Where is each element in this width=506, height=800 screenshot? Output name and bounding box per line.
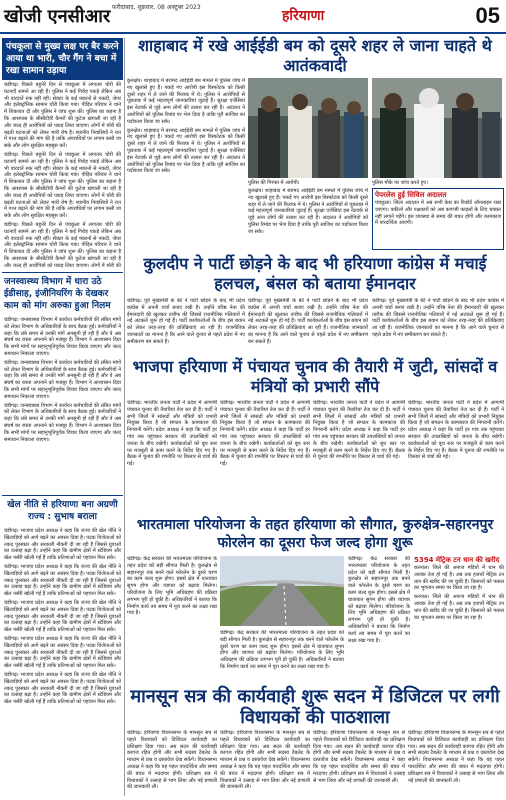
story5-text-4: चंडीगढ़। हरियाणा विधानसभा के मानसून सत्र से पहले विधायकों को डिजिटल कार्यवाही का प्रशिक्षण दिया गया। अब सदन की कार्यवाही कागज रहित होगी और सभी सदस्य टैबलेट के माध्यम से प्रश्न व दस्तावेज देख सकेंगे। विधानसभा अध्यक्ष ने कहा कि यह पहल पारदर्शिता और समय की बचत में मददगार होगी। प्रशिक्षण सत्र में विधायकों ने उत्साह से भाग लिया और नई प्रणाली की जानकारी ली।: [408, 730, 504, 784]
left-article-2-text: चंडीगढ़। जनस्वास्थ्य विभाग में कार्यरत कर्मचारियों की लंबित मांगों को लेकर विभाग के अधिकारियों के साथ बैठक हुई। कर्मचारियों ने कहा कि लंबे समय से उनकी मांगें अनसुनी हो रही हैं और वे अब संघर्ष का रास्ता अपनाने को मजबूर हैं। विभाग ने आश्वासन दिया कि सभी मांगों पर सहानुभूतिपूर्वक विचार किया जाएगा और जल्द समाधान निकाला जाएगा।: [4, 317, 121, 357]
left-article-3-text-cont4: चंडीगढ़। भाजपा प्रदेश अध्यक्ष ने कहा कि राज्य की खेल नीति ने खिलाड़ियों को आगे बढ़ने का अवसर दिया है। पदक विजेताओं को नकद पुरस्कार और सरकारी नौकरी दी जा रही है जिससे युवाओं का उत्साह बढ़ा है। उन्होंने कहा कि ग्रामीण क्षेत्रों में स्टेडियम और खेल नर्सरी खोली गई हैं ताकि प्रतिभाओं को पहचान मिल सके।: [4, 671, 122, 706]
story1-text-2: कुरुक्षेत्र। शाहाबाद में बरामद आईईडी बम मामले में पुलिस जांच में नए खुलासे हुए हैं। पकड़े गए आरोपी इस विस्फोटक को किसी दूसरे शहर में ले जाने की फिराक में थे। पुलिस ने आरोपियों से पूछताछ में कई महत्वपूर्ण जानकारियां जुटाई हैं। सुरक्षा एजेंसियां इस नेटवर्क से जुड़े अन्य लोगों की तलाश कर रही हैं। अदालत ने आरोपियों को पुलिस रिमांड पर भेज दिया है ताकि पूरी साजिश का पर्दाफाश किया जा सके।: [248, 188, 368, 235]
right-box: [372, 188, 504, 250]
story5-body-col1: [127, 730, 217, 796]
story4-body-col2: [220, 630, 344, 682]
story4-side-text-cont: करनाल। जिले की अनाज मंडियों में धान की आवक तेज हो गई है। अब तक हजारों मेट्रिक टन धान की खरीद की जा चुकी है। किसानों को फसल का भुगतान समय पर किया जा रहा है।: [414, 594, 504, 621]
left-article-2-text-cont2: चंडीगढ़। जनस्वास्थ्य विभाग में कार्यरत कर्मचारियों की लंबित मांगों को लेकर विभाग के अधिकारियों के साथ बैठक हुई। कर्मचारियों ने कहा कि लंबे समय से उनकी मांगें अनसुनी हो रही हैं और वे अब संघर्ष का रास्ता अपनाने को मजबूर हैं। विभाग ने आश्वासन दिया कि सभी मांगों पर सहानुभूतिपूर्वक विचार किया जाएगा और जल्द समाधान निकाला जाएगा।: [4, 402, 121, 443]
story2-headline: कुलदीप ने पार्टी छोड़ने के बाद भी हरियाणा कांग्रेस में मचाई हलचल, बंसल को बताया ईमानदार: [143, 254, 487, 293]
story5-headline: मानसून सत्र की कार्यवाही शुरू सदन में डिजिटल पर लगी विधायकों की पाठशाला: [130, 686, 500, 728]
section-title: हरियाणा: [282, 8, 325, 24]
right-headline: पेपरलेस हुई सिविल अदालत: [375, 191, 447, 199]
story3-body-col1: [127, 400, 217, 512]
story2-body-col1: [127, 298, 245, 354]
story3-text-1: चंडीगढ़। भारतीय जनता पार्टी ने प्रदेश में आगामी पंचायत चुनाव की तैयारियां तेज कर दी हैं। पार्टी ने सभी जिलों में सांसदों और मंत्रियों को प्रभारी नियुक्त किया है जो संगठन के कामकाज की निगरानी करेंगे। प्रदेश अध्यक्ष ने कहा कि पार्टी हर गांव तक पहुंचकर सरकार की उपलब्धियों को जनता के बीच रखेगी। कार्यकर्ताओं को बूथ स्तर पर मजबूती से काम करने के निर्देश दिए गए हैं। बैठक में चुनाव की रणनीति पर विस्तार से चर्चा की गई।: [127, 400, 217, 468]
column-rule: [124, 38, 125, 796]
left-article-text-cont: चंडीगढ़। पिछले बहुतेरे दिन से पंचकूला में लगातार चोरी की घटनाएँ सामने आ रही हैं। पुलिस ने कई गिरोह पकड़े लेकिन अब भी वारदातें रुक नहीं रहीं। सेक्टर के कई मकानों से नकदी, जेवर और इलेक्ट्रॉनिक सामान चोरी किया गया। पीड़ित परिवार ने थाने में शिकायत दी और पुलिस ने जांच शुरू की। पुलिस का कहना है कि आसपास के सीसीटीवी कैमरों की फुटेज खंगाली जा रही है और जल्द ही आरोपियों को पकड़ लिया जाएगा। लोगों में चोरी की बढ़ती घटनाओं को लेकर भारी रोष है। स्थानीय निवासियों ने रात में गश्त बढ़ाने की मांग की है ताकि अपराधियों पर लगाम कसी जा सके और लोग सुरक्षित महसूस करें।: [4, 151, 121, 220]
story5-body-col3: [313, 730, 405, 796]
story5-text-3: चंडीगढ़। हरियाणा विधानसभा के मानसून सत्र से पहले विधायकों को डिजिटल कार्यवाही का प्रशिक्षण दिया गया। अब सदन की कार्यवाही कागज रहित होगी और सभी सदस्य टैबलेट के माध्यम से प्रश्न व दस्तावेज देख सकेंगे। विधानसभा अध्यक्ष ने कहा कि यह पहल पारदर्शिता और समय की बचत में मददगार होगी। प्रशिक्षण सत्र में विधायकों ने उत्साह से भाग लिया और नई प्रणाली की जानकारी ली।: [313, 730, 405, 784]
issue-date: फ़रीदाबाद, शुक्रवार, 08 अक्टूबर 2023: [112, 4, 201, 11]
left-article-3: [2, 526, 123, 800]
story4-body-col1: [127, 556, 217, 682]
left-article: [2, 80, 123, 268]
story1-caption-1: पुलिस की गिरफ्त में आरोपी।: [248, 180, 300, 186]
story5-text-1: चंडीगढ़। हरियाणा विधानसभा के मानसून सत्र से पहले विधायकों को डिजिटल कार्यवाही का प्रशिक्षण दिया गया। अब सदन की कार्यवाही कागज रहित होगी और सभी सदस्य टैबलेट के माध्यम से प्रश्न व दस्तावेज देख सकेंगे। विधानसभा अध्यक्ष ने कहा कि यह पहल पारदर्शिता और समय की बचत में मददगार होगी। प्रशिक्षण सत्र में विधायकों ने उत्साह से भाग लिया और नई प्रणाली की जानकारी ली।: [127, 730, 217, 791]
left-article-2: [2, 315, 123, 491]
story1-body: [127, 78, 245, 248]
story1-text: कुरुक्षेत्र। शाहाबाद में बरामद आईईडी बम मामले में पुलिस जांच में नए खुलासे हुए हैं। पकड़े गए आरोपी इस विस्फोटक को किसी दूसरे शहर में ले जाने की फिराक में थे। पुलिस ने आरोपियों से पूछताछ में कई महत्वपूर्ण जानकारियां जुटाई हैं। सुरक्षा एजेंसियां इस नेटवर्क से जुड़े अन्य लोगों की तलाश कर रही हैं। अदालत ने आरोपियों को पुलिस रिमांड पर भेज दिया है ताकि पूरी साजिश का पर्दाफाश किया जा सके।: [127, 78, 245, 125]
left-article-3-text-cont2: चंडीगढ़। भाजपा प्रदेश अध्यक्ष ने कहा कि राज्य की खेल नीति ने खिलाड़ियों को आगे बढ़ने का अवसर दिया है। पदक विजेताओं को नकद पुरस्कार और सरकारी नौकरी दी जा रही है जिससे युवाओं का उत्साह बढ़ा है। उन्होंने कहा कि ग्रामीण क्षेत्रों में स्टेडियम और खेल नर्सरी खोली गई हैं ताकि प्रतिभाओं को पहचान मिल सके।: [4, 599, 122, 634]
story4-side: [414, 556, 504, 682]
story4-body-col3: [348, 556, 410, 682]
left-headline-2: जनस्वास्थ्य विभाग में धारा उठे ईडीसाह, इंजीनियरिंग के देखकर काम को मांग अरुका हुआ निलम: [2, 272, 123, 315]
story3-body-col4: [408, 400, 504, 512]
left-article-text: चंडीगढ़। पिछले बहुतेरे दिन से पंचकूला में लगातार चोरी की घटनाएँ सामने आ रही हैं। पुलिस ने कई गिरोह पकड़े लेकिन अब भी वारदातें रुक नहीं रहीं। सेक्टर के कई मकानों से नकदी, जेवर और इलेक्ट्रॉनिक सामान चोरी किया गया। पीड़ित परिवार ने थाने में शिकायत दी और पुलिस ने जांच शुरू की। पुलिस का कहना है कि आसपास के सीसीटीवी कैमरों की फुटेज खंगाली जा रही है और जल्द ही आरोपियों को पकड़ लिया जाएगा। लोगों में चोरी की बढ़ती घटनाओं को लेकर भारी रोष है। स्थानीय निवासियों ने रात में गश्त बढ़ाने की मांग की है ताकि अपराधियों पर लगाम कसी जा सके और लोग सुरक्षित महसूस करें।: [4, 82, 121, 150]
masthead: [0, 0, 506, 34]
story1-caption-2: पुलिस मौके पर जांच करते हुए।: [372, 180, 429, 186]
left-article-2-text-cont: चंडीगढ़। जनस्वास्थ्य विभाग में कार्यरत कर्मचारियों की लंबित मांगों को लेकर विभाग के अधिकारियों के साथ बैठक हुई। कर्मचारियों ने कहा कि लंबे समय से उनकी मांगें अनसुनी हो रही हैं और वे अब संघर्ष का रास्ता अपनाने को मजबूर हैं। विभाग ने आश्वासन दिया कि सभी मांगों पर सहानुभूतिपूर्वक विचार किया जाएगा और जल्द समाधान निकाला जाएगा।: [4, 359, 121, 400]
left-article-3-text: चंडीगढ़। भाजपा प्रदेश अध्यक्ष ने कहा कि राज्य की खेल नीति ने खिलाड़ियों को आगे बढ़ने का अवसर दिया है। पदक विजेताओं को नकद पुरस्कार और सरकारी नौकरी दी जा रही है जिससे युवाओं का उत्साह बढ़ा है। उन्होंने कहा कि ग्रामीण क्षेत्रों में स्टेडियम और खेल नर्सरी खोली गई हैं ताकि प्रतिभाओं को पहचान मिल सके।: [4, 528, 122, 562]
story3-headline: भाजपा हरियाणा में पंचायत चुनाव की तैयारी में जुटी, सांसदों व मंत्रियों को प्रभारी सौंपे: [132, 357, 498, 396]
story4-text-2: चंडीगढ़। केंद्र सरकार की भारतमाला परियोजना के तहत प्रदेश को बड़ी सौगात मिली है। कुरुक्षेत्र से सहारनपुर तक बनने वाले फोरलेन के दूसरे चरण का काम जल्द शुरू होगा। इससे क्षेत्र में यातायात सुगम होगा और व्यापार को बढ़ावा मिलेगा। परियोजना के लिए भूमि अधिग्रहण की प्रक्रिया लगभग पूरी हो चुकी है। अधिकारियों ने बताया कि निर्माण कार्य तय समय में पूरा करने का लक्ष्य रखा गया है।: [220, 630, 344, 670]
story2-text-3: चंडीगढ़। पूर्व मुख्यमंत्री के बेटे ने पार्टी छोड़ने के बाद भी प्रदेश कांग्रेस में अपनी चर्चा बनाए रखी है। उन्होंने वरिष्ठ नेता की ईमानदारी की खुलकर तारीफ की जिससे राजनीतिक गलियारों में नई अटकलें शुरू हो गई हैं। पार्टी कार्यकर्ताओं के बीच इस बयान को लेकर तरह-तरह की प्रतिक्रियाएं आ रही हैं। राजनीतिक जानकारों का मानना है कि आने वाले चुनाव से पहले प्रदेश में नए समीकरण बन सकते हैं।: [372, 298, 504, 338]
story1-headline: शाहाबाद में रखे आईईडी बम को दूसरे शहर ले जाना चाहते थे आतंकवादी: [138, 36, 492, 75]
right-text: पंचकूला। जिला अदालत में अब सभी केस का रिकॉर्ड ऑनलाइन रखा जाएगा। वकीलों और पक्षकारों को अब कागजी फाइलों के लिए चक्कर नहीं लगाने पड़ेंगे। इस व्यवस्था से समय की बचत होगी और कामकाज में पारदर्शिता आएगी।: [375, 200, 501, 227]
left-article-3-text-cont: चंडीगढ़। भाजपा प्रदेश अध्यक्ष ने कहा कि राज्य की खेल नीति ने खिलाड़ियों को आगे बढ़ने का अवसर दिया है। पदक विजेताओं को नकद पुरस्कार और सरकारी नौकरी दी जा रही है जिससे युवाओं का उत्साह बढ़ा है। उन्होंने कहा कि ग्रामीण क्षेत्रों में स्टेडियम और खेल नर्सरी खोली गई हैं ताकि प्रतिभाओं को पहचान मिल सके।: [4, 563, 122, 598]
left-column: [2, 38, 123, 796]
left-headline-3: खेल नीति से हरियाणा बना अग्रणी राज्य : सुभाष बराला: [2, 495, 123, 526]
story5-body-col2: [220, 730, 310, 796]
story4-side-text: करनाल। जिले की अनाज मंडियों में धान की आवक तेज हो गई है। अब तक हजारों मेट्रिक टन धान की खरीद की जा चुकी है। किसानों को फसल का भुगतान समय पर किया जा रहा है।: [414, 565, 504, 592]
story3-text-2: चंडीगढ़। भारतीय जनता पार्टी ने प्रदेश में आगामी पंचायत चुनाव की तैयारियां तेज कर दी हैं। पार्टी ने सभी जिलों में सांसदों और मंत्रियों को प्रभारी नियुक्त किया है जो संगठन के कामकाज की निगरानी करेंगे। प्रदेश अध्यक्ष ने कहा कि पार्टी हर गांव तक पहुंचकर सरकार की उपलब्धियों को जनता के बीच रखेगी। कार्यकर्ताओं को बूथ स्तर पर मजबूती से काम करने के निर्देश दिए गए हैं। बैठक में चुनाव की रणनीति पर विस्तार से चर्चा की गई।: [220, 400, 310, 468]
newspaper-logo: खोजी एनसीआर: [4, 6, 111, 27]
left-article-3-text-cont3: चंडीगढ़। भाजपा प्रदेश अध्यक्ष ने कहा कि राज्य की खेल नीति ने खिलाड़ियों को आगे बढ़ने का अवसर दिया है। पदक विजेताओं को नकद पुरस्कार और सरकारी नौकरी दी जा रही है जिससे युवाओं का उत्साह बढ़ा है। उन्होंने कहा कि ग्रामीण क्षेत्रों में स्टेडियम और खेल नर्सरी खोली गई हैं ताकि प्रतिभाओं को पहचान मिल सके।: [4, 635, 122, 670]
story2-text-1: चंडीगढ़। पूर्व मुख्यमंत्री के बेटे ने पार्टी छोड़ने के बाद भी प्रदेश कांग्रेस में अपनी चर्चा बनाए रखी है। उन्होंने वरिष्ठ नेता की ईमानदारी की खुलकर तारीफ की जिससे राजनीतिक गलियारों में नई अटकलें शुरू हो गई हैं। पार्टी कार्यकर्ताओं के बीच इस बयान को लेकर तरह-तरह की प्रतिक्रियाएं आ रही हैं। राजनीतिक जानकारों का मानना है कि आने वाले चुनाव से पहले प्रदेश में नए समीकरण बन सकते हैं।: [127, 298, 245, 345]
story3-body-col3: [313, 400, 405, 512]
story2-text-2: चंडीगढ़। पूर्व मुख्यमंत्री के बेटे ने पार्टी छोड़ने के बाद भी प्रदेश कांग्रेस में अपनी चर्चा बनाए रखी है। उन्होंने वरिष्ठ नेता की ईमानदारी की खुलकर तारीफ की जिससे राजनीतिक गलियारों में नई अटकलें शुरू हो गई हैं। पार्टी कार्यकर्ताओं के बीच इस बयान को लेकर तरह-तरह की प्रतिक्रियाएं आ रही हैं। राजनीतिक जानकारों का मानना है कि आने वाले चुनाव से पहले प्रदेश में नए समीकरण बन सकते हैं।: [248, 298, 368, 345]
story3-text-3: चंडीगढ़। भारतीय जनता पार्टी ने प्रदेश में आगामी पंचायत चुनाव की तैयारियां तेज कर दी हैं। पार्टी ने सभी जिलों में सांसदों और मंत्रियों को प्रभारी नियुक्त किया है जो संगठन के कामकाज की निगरानी करेंगे। प्रदेश अध्यक्ष ने कहा कि पार्टी हर गांव तक पहुंचकर सरकार की उपलब्धियों को जनता के बीच रखेगी। कार्यकर्ताओं को बूथ स्तर पर मजबूती से काम करने के निर्देश दिए गए हैं। बैठक में चुनाव की रणनीति पर विस्तार से चर्चा की गई।: [313, 400, 405, 461]
story4-text-1: चंडीगढ़। केंद्र सरकार की भारतमाला परियोजना के तहत प्रदेश को बड़ी सौगात मिली है। कुरुक्षेत्र से सहारनपुर तक बनने वाले फोरलेन के दूसरे चरण का काम जल्द शुरू होगा। इससे क्षेत्र में यातायात सुगम होगा और व्यापार को बढ़ावा मिलेगा। परियोजना के लिए भूमि अधिग्रहण की प्रक्रिया लगभग पूरी हो चुकी है। अधिकारियों ने बताया कि निर्माण कार्य तय समय में पूरा करने का लक्ष्य रखा गया है।: [127, 556, 217, 617]
story5-text-2: चंडीगढ़। हरियाणा विधानसभा के मानसून सत्र से पहले विधायकों को डिजिटल कार्यवाही का प्रशिक्षण दिया गया। अब सदन की कार्यवाही कागज रहित होगी और सभी सदस्य टैबलेट के माध्यम से प्रश्न व दस्तावेज देख सकेंगे। विधानसभा अध्यक्ष ने कहा कि यह पहल पारदर्शिता और समय की बचत में मददगार होगी। प्रशिक्षण सत्र में विधायकों ने उत्साह से भाग लिया और नई प्रणाली की जानकारी ली।: [220, 730, 310, 791]
story1-photo-police: [248, 78, 368, 178]
story1-photo-accused: [372, 78, 502, 178]
story4-side-headline: 5394 मेट्रिक टन धान की खरीद: [414, 556, 500, 564]
story4-text-3: चंडीगढ़। केंद्र सरकार की भारतमाला परियोजना के तहत प्रदेश को बड़ी सौगात मिली है। कुरुक्षेत्र से सहारनपुर तक बनने वाले फोरलेन के दूसरे चरण का काम जल्द शुरू होगा। इससे क्षेत्र में यातायात सुगम होगा और व्यापार को बढ़ावा मिलेगा। परियोजना के लिए भूमि अधिग्रहण की प्रक्रिया लगभग पूरी हो चुकी है। अधिकारियों ने बताया कि निर्माण कार्य तय समय में पूरा करने का लक्ष्य रखा गया है।: [348, 556, 410, 644]
story4-photo-highway: [220, 556, 344, 626]
story5-body-col4: [408, 730, 504, 796]
left-article-text-cont2: चंडीगढ़। पिछले बहुतेरे दिन से पंचकूला में लगातार चोरी की घटनाएँ सामने आ रही हैं। पुलिस ने कई गिरोह पकड़े लेकिन अब भी वारदातें रुक नहीं रहीं। सेक्टर के कई मकानों से नकदी, जेवर और इलेक्ट्रॉनिक सामान चोरी किया गया। पीड़ित परिवार ने थाने में शिकायत दी और पुलिस ने जांच शुरू की। पुलिस का कहना है कि आसपास के सीसीटीवी कैमरों की फुटेज खंगाली जा रही है और जल्द ही आरोपियों को पकड़ लिया जाएगा। लोगों में चोरी की: [4, 221, 121, 268]
story2-body-col2: [248, 298, 368, 354]
story1-text-cont: कुरुक्षेत्र। शाहाबाद में बरामद आईईडी बम मामले में पुलिस जांच में नए खुलासे हुए हैं। पकड़े गए आरोपी इस विस्फोटक को किसी दूसरे शहर में ले जाने की फिराक में थे। पुलिस ने आरोपियों से पूछताछ में कई महत्वपूर्ण जानकारियां जुटाई हैं। सुरक्षा एजेंसियां इस नेटवर्क से जुड़े अन्य लोगों की तलाश कर रही हैं। अदालत ने आरोपियों को पुलिस रिमांड पर भेज दिया है ताकि पूरी साजिश का पर्दाफाश किया जा सके।: [127, 127, 245, 175]
left-headline: पंचकूला से मुख्य लक्ष पर बैर करने आया था भारी, चौर गैंग ने बचा में रखा सामान उड़ाया: [2, 38, 123, 80]
story1-body-2: [248, 188, 368, 250]
story2-body-col3: [372, 298, 504, 354]
story4-headline: भारतमाला परियोजना के तहत हरियाणा को सौगात, कुरुक्षेत्र-सहारनपुर फोरलेन का दूसरा फेज जल्द होगा शुरू: [136, 517, 494, 551]
page-number: 05: [475, 3, 500, 28]
story3-body-col2: [220, 400, 310, 512]
story3-text-4: चंडीगढ़। भारतीय जनता पार्टी ने प्रदेश में आगामी पंचायत चुनाव की तैयारियां तेज कर दी हैं। पार्टी ने सभी जिलों में सांसदों और मंत्रियों को प्रभारी नियुक्त किया है जो संगठन के कामकाज की निगरानी करेंगे। प्रदेश अध्यक्ष ने कहा कि पार्टी हर गांव तक पहुंचकर सरकार की उपलब्धियों को जनता के बीच रखेगी। कार्यकर्ताओं को बूथ स्तर पर मजबूती से काम करने के निर्देश दिए गए हैं। बैठक में चुनाव की रणनीति पर विस्तार से चर्चा की गई।: [408, 400, 504, 461]
